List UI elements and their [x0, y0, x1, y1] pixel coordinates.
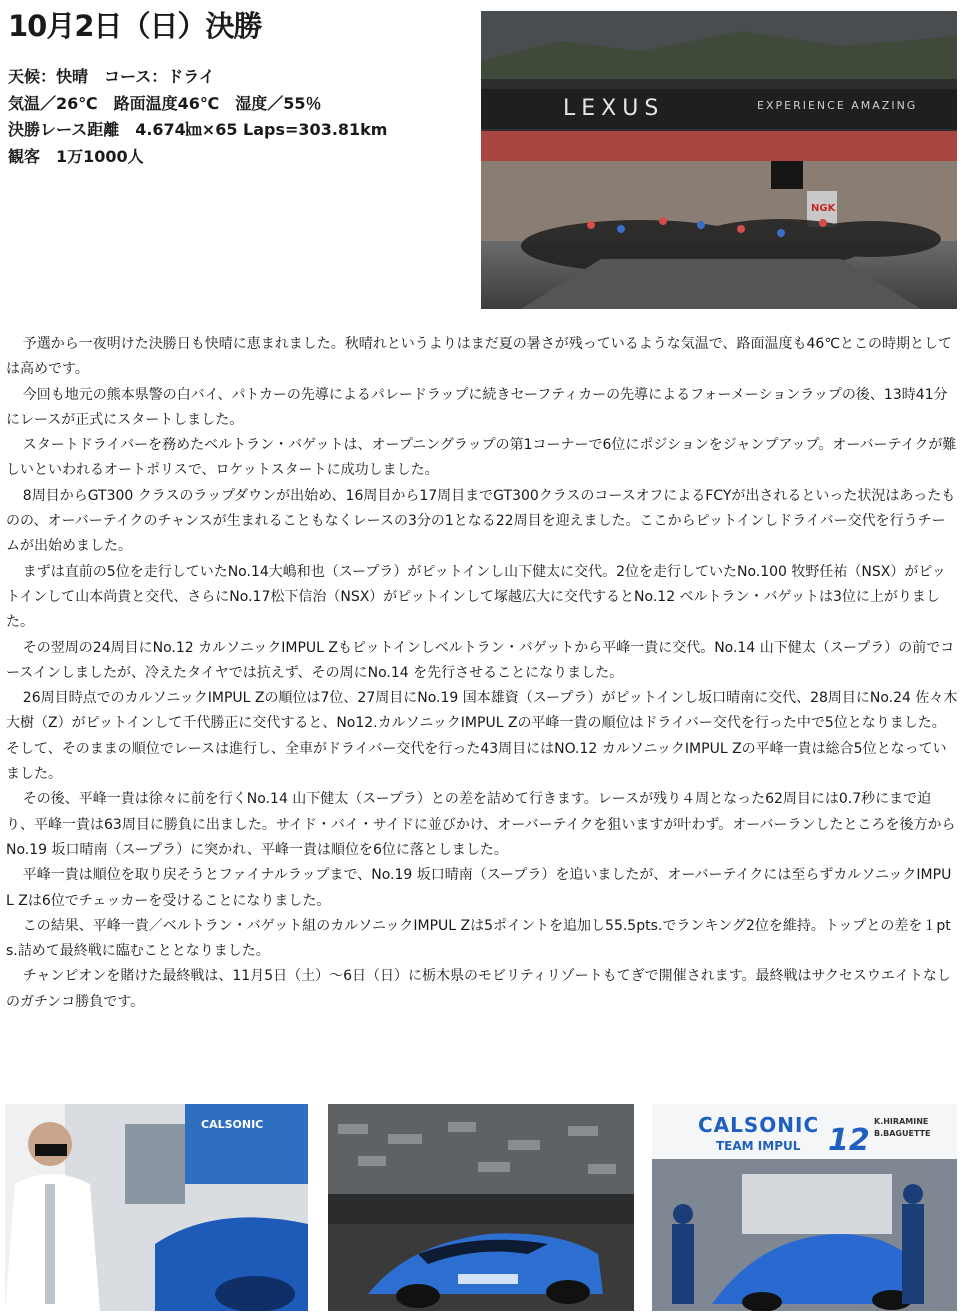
- photo-right-brand: CALSONIC: [698, 1113, 820, 1137]
- paragraph: まずは直前の5位を走行していたNo.14大嶋和也（スープラ）がピットインし山下健太に交代。2位を走行していたNo.100 牧野任祐（NSX）がピットインして山本尚貴と交代、さらにNo.17松下信治（NSX）がピットインして塚越広大に交代するとNo.12 ベルトラン・バゲットは3位に上がりました。: [6, 563, 946, 631]
- paragraph: スタートドライバーを務めたベルトラン・バゲットは、オープニングラップの第1コーナーで6位にポジションをジャンプアップ。オーバーテイクが難しいといわれるオートポリスで、ロケットスタートに成功しました。: [6, 437, 957, 479]
- paragraph: その翌周の24周目にNo.12 カルソニックIMPUL Zもピットインしベルトラン・バゲットから平峰一貴に交代。No.14 山下健太（スープラ）の前でコースインしましたが、冷えたタイヤでは抗えず、その周にNo.14 を先行させることになりました。: [6, 639, 955, 681]
- info-spectators: 観客 1万1000人: [8, 146, 144, 166]
- paragraph: チャンピオンを賭けた最終戦は、11月5日（土）～6日（日）に栃木県のモビリティリゾートもてぎで開催されます。最終戦はサクセスウエイトなしのガチンコ勝負です。: [6, 968, 951, 1010]
- photo-right-team: TEAM IMPUL: [716, 1139, 801, 1153]
- paragraph: 26周目時点でのカルソニックIMPUL Zの順位は7位、27周目にNo.19 国本雄資（スープラ）がピットインし坂口晴南に交代、28周目にNo.24 佐々木大樹（Z）がピットインして千代勝正に交代すると、No12.カルソニックIMPUL Zの平峰一貴の順位はドライバー交代を行った中で5位となりました。そして、そのままの順位でレースは進行し、全車がドライバー交代を行った43周目にはNO.12 カルソニックIMPUL Zの平峰一貴は総合5位となっていました。: [6, 690, 958, 783]
- paragraph: この結果、平峰一貴／ベルトラン・バゲット組のカルソニックIMPUL Zは5ポイントを追加し55.5pts.でランキング2位を維持。トップとの差を１pts.詰めて最終戦に臨むこととなりました。: [6, 917, 951, 960]
- photo-right-number: 12: [828, 1123, 870, 1158]
- paragraph: 8周目からGT300 クラスのラップダウンが出始め、16周目から17周目までGT300クラスのコースオフによるFCYが出されるといった状況はあったものの、オーバーテイクのチャンスが生まれることもなくレースの3分の1となる22周目を迎えました。ここからピットインしドライバー交代を行うチームが出始めました。: [6, 487, 956, 555]
- banner-brand: LEXUS: [563, 96, 665, 121]
- photo-right-driver1: K.HIRAMINE: [874, 1117, 929, 1126]
- sign-ngk: NGK: [811, 203, 836, 214]
- info-temperature: 気温／26℃ 路面温度46℃ 湿度／55％: [8, 93, 322, 113]
- paragraph: その後、平峰一貴は徐々に前を行くNo.14 山下健太（スープラ）との差を詰めて行きます。レースが残り４周となった62周目には0.7秒にまで迫り、平峰一貴は63周目に勝負に出ました。サイド・バイ・サイドに並びかけ、オーバーテイクを狙いますが叶わず。オーバーランしたところを後方からNo.19 坂口晴南（スープラ）に突かれ、平峰一貴は順位を6位に落としました。: [6, 791, 956, 858]
- race-info: [8, 64, 468, 170]
- paragraph: 今回も地元の熊本県警の白バイ、パトカーの先導によるパレードラップに続きセーフティカーの先導によるフォーメーションラップの後、13時41分にレースが正式にスタートしました。: [6, 386, 948, 428]
- info-weather: 天候：快晴 コース：ドライ: [8, 67, 215, 86]
- photo-team-director: [5, 1104, 308, 1311]
- info-distance: 決勝レース距離 4.674㎞×65 Laps=303.81km: [8, 120, 388, 139]
- photo-strip: [0, 1104, 960, 1311]
- paragraph: 平峰一貴は順位を取り戻そうとファイナルラップまで、No.19 坂口晴南（スープラ）を追いましたが、オーバーテイクには至らずカルソニックIMPUL Zは6位でチェッカーを受けることになりました。: [6, 867, 952, 909]
- photo-pit-garage: [652, 1104, 957, 1311]
- article-body: [6, 332, 958, 1015]
- photo-left-sign: CALSONIC: [201, 1118, 264, 1131]
- photo-right-driver2: B.BAGUETTE: [874, 1129, 931, 1138]
- page-title: 10月2日（日）決勝: [8, 9, 262, 43]
- hero-photo-grid: [481, 11, 957, 309]
- banner-tagline: EXPERIENCE AMAZING: [757, 99, 918, 112]
- paragraph: 予選から一夜明けた決勝日も快晴に恵まれました。秋晴れというよりはまだ夏の暑さが残っているような気温で、路面温度も46℃とこの時期としては高めです。: [6, 336, 953, 378]
- photo-race-car: [328, 1104, 634, 1311]
